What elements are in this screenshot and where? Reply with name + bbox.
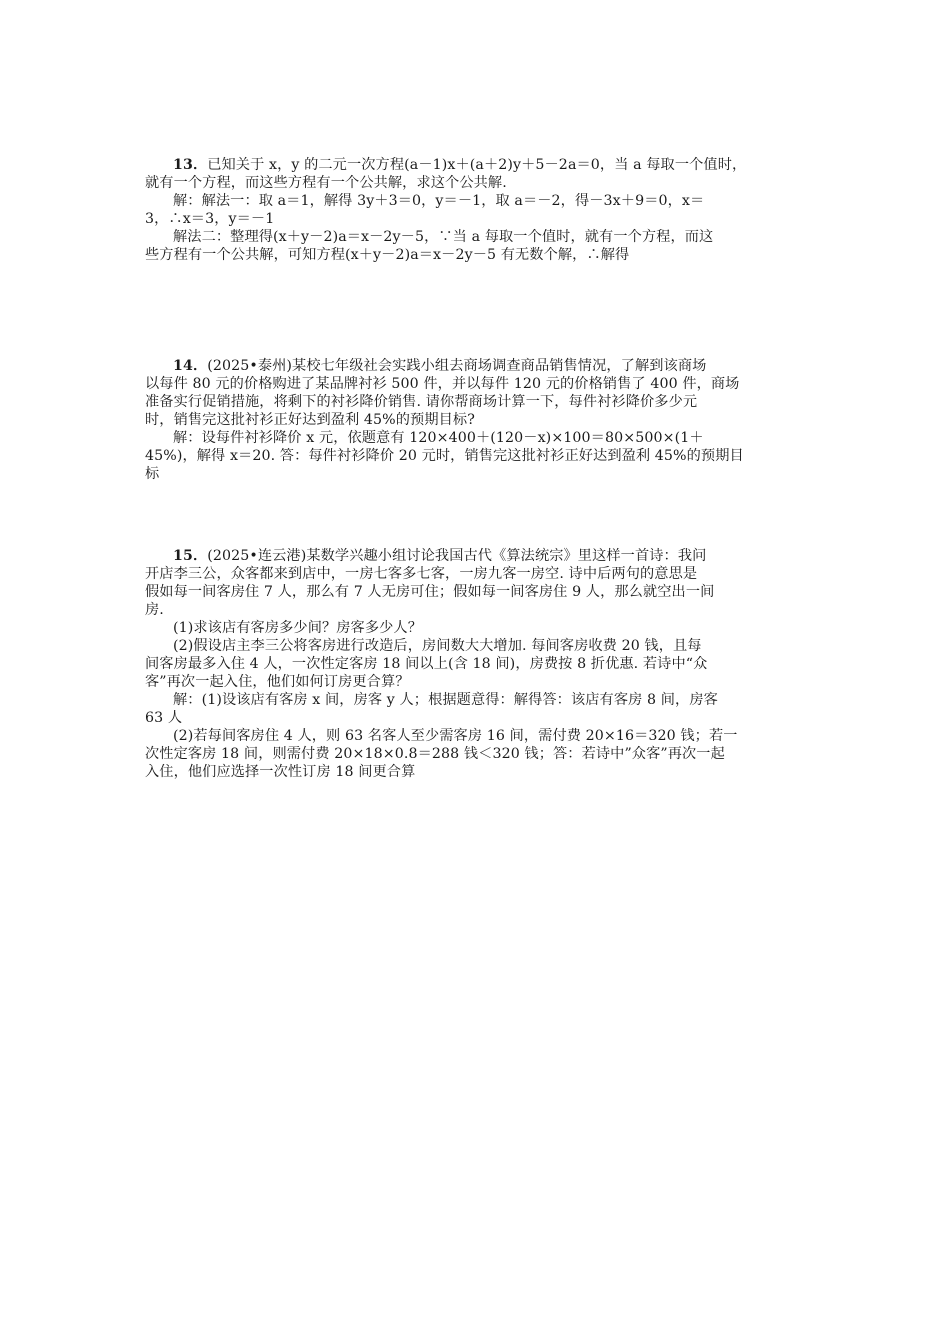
problem-15-question-2-line-3: 客”再次一起入住，他们如何订房更合算？	[145, 674, 410, 690]
problem-14-statement-line-4: 时，销售完这批衬衫正好达到盈利 45%的预期目标?	[145, 412, 475, 428]
problem-number: 15．	[173, 548, 208, 564]
problem-13-statement-line-1: 13．已知关于 x，y 的二元一次方程(a－1)x＋(a＋2)y＋5－2a＝0，当 a 每取一个值时，	[173, 157, 747, 173]
problem-15-question-2-line-1: (2)假设店主李三公将客房进行改造后，房间数大大增加. 每间客房收费 20 钱，且每	[173, 638, 702, 654]
problem-13-solution-line-2: 3，∴x＝3，y＝－1	[145, 211, 275, 227]
problem-15-statement-line-1: 15．(2025•连云港)某数学兴趣小组讨论我国古代《算法统宗》里这样一首诗：我问	[173, 548, 707, 564]
problem-13-statement-line-2: 就有一个方程，而这些方程有一个公共解，求这个公共解.	[145, 175, 507, 191]
problem-15-statement-line-4: 房.	[145, 602, 164, 618]
problem-13-solution-line-1: 解：解法一：取 a＝1，解得 3y＋3＝0，y＝－1，取 a＝－2，得－3x＋9＝0，x＝	[173, 193, 705, 209]
problem-14-statement-line-2: 以每件 80 元的价格购进了某品牌衬衫 500 件，并以每件 120 元的价格销售了 400 件，商场	[145, 376, 740, 392]
problem-14	[145, 358, 808, 482]
problem-15	[145, 548, 808, 788]
problem-15-solution-line-1: 解：(1)设该店有客房 x 间，房客 y 人；根据题意得：解得答：该店有客房 8 间，房客	[173, 692, 718, 708]
problem-14-statement-line-3: 准备实行促销措施，将剩下的衬衫降价销售. 请你帮商场计算一下，每件衬衫降价多少元	[145, 394, 698, 410]
problem-15-solution-line-4: 次性定客房 18 间，则需付费 20×18×0.8＝288 钱＜320 钱；答：若诗中”众客”再次一起	[145, 746, 725, 762]
problem-number: 14．	[173, 358, 208, 374]
problem-13-solution-line-3: 解法二：整理得(x＋y－2)a＝x－2y－5，∵当 a 每取一个值时，就有一个方程，而这	[173, 229, 714, 245]
problem-14-statement-line-1: 14．(2025•泰州)某校七年级社会实践小组去商场调查商品销售情况，了解到该商场	[173, 358, 707, 374]
problem-15-statement-line-3: 假如每一间客房住 7 人，那么有 7 人无房可住；假如每一间客房住 9 人，那么就空出一间	[145, 584, 715, 600]
problem-15-statement-line-2: 开店李三公，众客都来到店中，一房七客多七客，一房九客一房空. 诗中后两句的意思是	[145, 566, 698, 582]
problem-number: 13．	[173, 157, 208, 173]
problem-13	[145, 157, 808, 263]
problem-14-solution-line-2: 45%)，解得 x＝20. 答：每件衬衫降价 20 元时，销售完这批衬衫正好达到盈利 45%的预期目	[145, 448, 744, 464]
problem-14-solution-line-1: 解：设每件衬衫降价 x 元，依题意有 120×400＋(120－x)×100＝80×500×(1＋	[173, 430, 704, 446]
problem-13-solution-line-4: 些方程有一个公共解，可知方程(x＋y－2)a＝x－2y－5 有无数个解，∴解得	[145, 247, 630, 263]
problem-15-solution-line-2: 63 人	[145, 710, 183, 726]
problem-15-solution-line-3: (2)若每间客房住 4 人，则 63 名客人至少需客房 16 间，需付费 20×16＝320 钱；若一	[173, 728, 738, 744]
problem-15-question-1: (1)求该店有客房多少间？房客多少人？	[173, 620, 422, 636]
problem-14-solution-line-3: 标	[145, 466, 160, 482]
problem-15-question-2-line-2: 间客房最多入住 4 人，一次性定客房 18 间以上(含 18 间)，房费按 8 折优惠. 若诗中“众	[145, 656, 708, 672]
problem-15-solution-line-5: 入住，他们应选择一次性订房 18 间更合算	[145, 764, 416, 780]
